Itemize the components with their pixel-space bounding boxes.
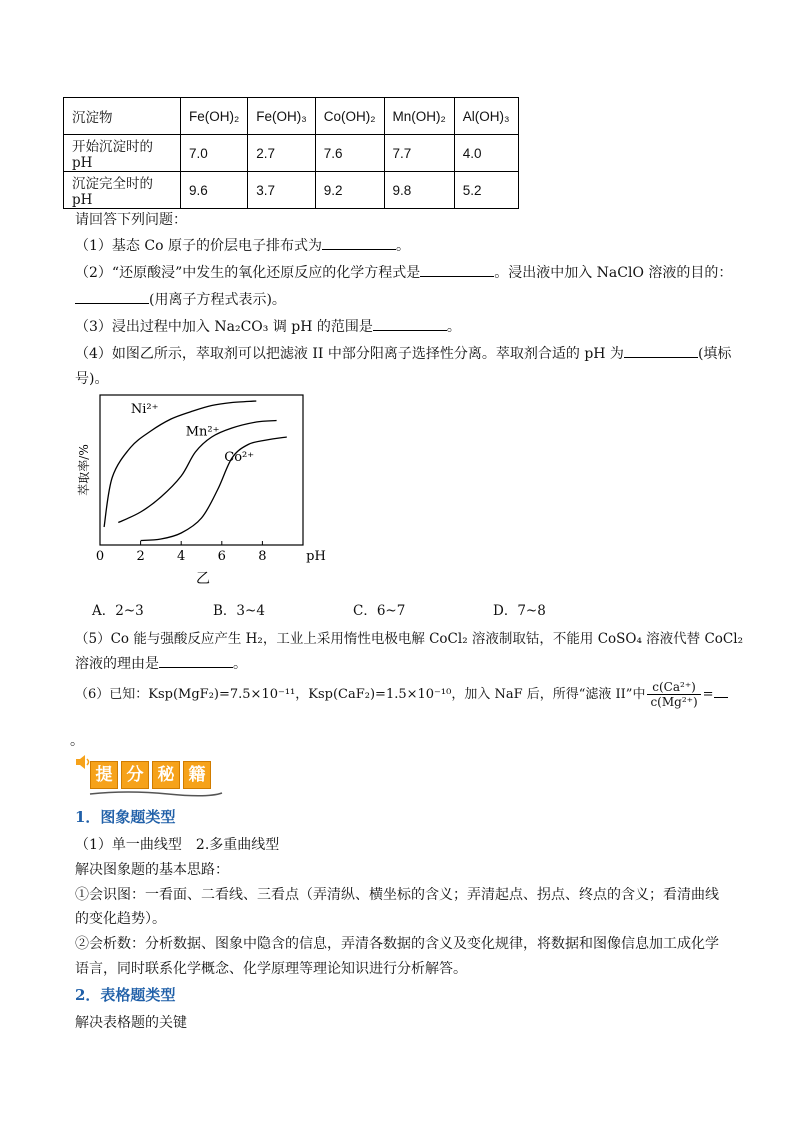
table-header-cell: Fe(OH)₃ xyxy=(248,98,316,135)
table-header-cell: 沉淀物 xyxy=(64,98,181,135)
section-1-types: （1）单一曲线型 2.多重曲线型 xyxy=(75,837,280,853)
answer-blank xyxy=(75,291,149,304)
extraction-rate-chart xyxy=(70,390,330,590)
chart-frame xyxy=(100,395,303,545)
table-cell: 4.0 xyxy=(454,135,518,172)
answer-blank xyxy=(159,655,233,668)
table-row xyxy=(64,135,519,172)
x-tick-label: 2 xyxy=(136,549,145,564)
question-6-suffix: = xyxy=(702,687,714,702)
series-label: Co²⁺ xyxy=(224,450,255,465)
x-tick-label: 8 xyxy=(258,549,267,564)
table-header-cell: Fe(OH)₂ xyxy=(181,98,248,135)
question-4-line-1 xyxy=(75,343,731,363)
x-tick-label: 0 xyxy=(95,549,105,564)
badge-char: 提 xyxy=(90,761,118,789)
answer-blank xyxy=(322,237,396,250)
question-3-text: （3）浸出过程中加入 Na₂CO₃ 调 pH 的范围是 xyxy=(75,319,373,335)
y-axis-label: 萃取率/% xyxy=(77,444,91,496)
table-header-cell: Al(OH)₃ xyxy=(454,98,518,135)
badge-char: 籍 xyxy=(183,761,211,789)
badge-chars xyxy=(90,761,211,789)
table-cell: 7.0 xyxy=(181,135,248,172)
question-2-text: （2）“还原酸浸”中发生的氧化还原反应的化学方程式是 xyxy=(75,265,421,281)
question-6 xyxy=(75,680,728,709)
table-cell: 沉淀完全时的 pH xyxy=(64,172,181,209)
question-6-end: 。 xyxy=(70,733,84,749)
question-3 xyxy=(75,316,461,336)
question-2-purpose: 。浸出液中加入 NaClO 溶液的目的： xyxy=(494,265,733,281)
table-cell: 5.2 xyxy=(454,172,518,209)
concentration-ratio xyxy=(647,680,700,709)
answer-blank xyxy=(420,264,494,277)
table-row xyxy=(64,172,519,209)
fraction-numerator: c(Ca²⁺) xyxy=(647,680,700,695)
section-1-point-1-line-1: ①会识图：一看面、二看线、三看点（弄清纵、横坐标的含义；弄清起点、拐点、终点的含义；看清曲线 xyxy=(75,887,719,903)
x-tick-label: 6 xyxy=(217,549,226,564)
question-4-line-2: 号)。 xyxy=(75,371,109,387)
section-2-title: 2．表格题类型 xyxy=(75,986,176,1004)
question-1-text: （1）基态 Co 原子的价层电子排布式为 xyxy=(75,238,322,254)
option-b[interactable]: B．3~4 xyxy=(213,603,265,619)
series-label: Mn²⁺ xyxy=(185,424,220,440)
question-5-text: 溶液的理由是 xyxy=(75,656,159,672)
question-1 xyxy=(75,235,410,255)
question-4-text: （4）如图乙所示，萃取剂可以把滤液 II 中部分阳离子选择性分离。萃取剂合适的 pH 为 xyxy=(75,346,624,362)
tips-badge xyxy=(74,753,214,797)
table-cell: 7.6 xyxy=(315,135,384,172)
question-1-end: 。 xyxy=(395,238,410,254)
answer-blank xyxy=(714,687,728,698)
answer-blank xyxy=(373,318,447,331)
question-2-line-1 xyxy=(75,262,732,282)
option-a[interactable]: A．2~3 xyxy=(92,603,144,619)
option-c[interactable]: C．6~7 xyxy=(353,603,406,619)
x-tick-label: 4 xyxy=(177,549,186,564)
table-header-row xyxy=(64,98,519,135)
question-6-text: （6）已知：Ksp(MgF₂)=7.5×10⁻¹¹，Ksp(CaF₂)=1.5×10⁻¹⁰，加入 NaF 后，所得“滤液 II”中 xyxy=(75,687,646,702)
question-5-line-2 xyxy=(75,653,247,673)
question-2-note: (用离子方程式表示)。 xyxy=(149,292,286,308)
section-1-point-2-line-1: ②会析数：分析数据、图象中隐含的信息，弄清各数据的含义及变化规律，将数据和图像信息加工成化学 xyxy=(75,936,719,952)
question-4-note: (填标 xyxy=(697,346,732,362)
table-cell: 3.7 xyxy=(248,172,316,209)
table-cell: 9.2 xyxy=(315,172,384,209)
section-2-text: 解决表格题的关键 xyxy=(75,1015,187,1031)
badge-char: 分 xyxy=(121,761,149,789)
x-axis-label: pH xyxy=(306,549,326,564)
question-3-end: 。 xyxy=(446,319,461,335)
question-2-line-2 xyxy=(75,289,286,309)
badge-underline xyxy=(88,789,228,799)
section-1-title: 1．图象题类型 xyxy=(75,808,176,826)
table-cell: 开始沉淀时的 pH xyxy=(64,135,181,172)
section-1-point-1-line-2: 的变化趋势）。 xyxy=(75,911,166,927)
table-header-cell: Co(OH)₂ xyxy=(315,98,384,135)
table-cell: 9.6 xyxy=(181,172,248,209)
table-cell: 2.7 xyxy=(248,135,316,172)
question-5-end: 。 xyxy=(233,656,247,672)
chart-title: 乙 xyxy=(196,571,210,587)
intro-text: 请回答下列问题： xyxy=(75,212,187,228)
section-1-ideas: 解决图象题的基本思路： xyxy=(75,862,229,878)
table-cell: 9.8 xyxy=(384,172,454,209)
table-header-cell: Mn(OH)₂ xyxy=(384,98,454,135)
table-cell: 7.7 xyxy=(384,135,454,172)
question-5-line-1: （5）Co 能与强酸反应产生 H₂，工业上采用惰性电极电解 CoCl₂ 溶液制取钴，不能用 CoSO₄ 溶液代替 CoCl₂ xyxy=(75,631,743,647)
fraction-denominator: c(Mg²⁺) xyxy=(650,695,698,709)
series-label: Ni²⁺ xyxy=(130,402,159,417)
precipitation-ph-table xyxy=(63,97,519,209)
answer-blank xyxy=(624,345,698,358)
option-d[interactable]: D．7~8 xyxy=(493,603,546,619)
series-line xyxy=(141,437,287,541)
section-1-point-2-line-2: 语言，同时联系化学概念、化学原理等理论知识进行分析解答。 xyxy=(75,961,467,977)
badge-char: 秘 xyxy=(152,761,180,789)
